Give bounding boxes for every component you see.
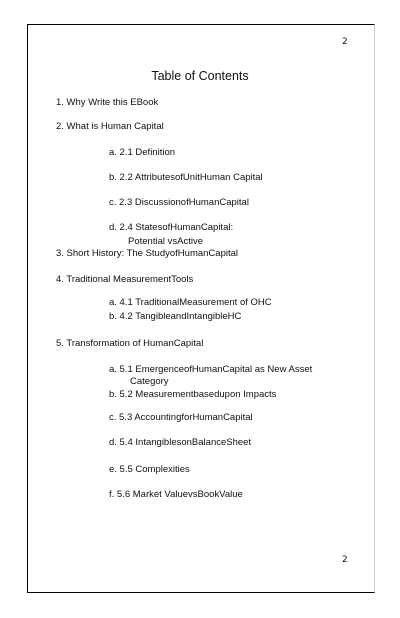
toc-entry-5-5[interactable]: e. 5.5 Complexities xyxy=(109,464,190,475)
toc-entry-2[interactable]: 2. What is Human Capital xyxy=(56,121,164,132)
toc-entry-2-4-continuation[interactable]: Potential vsActive xyxy=(128,236,203,247)
page-number-top: 2 xyxy=(342,37,348,47)
toc-entry-5-2[interactable]: b. 5.2 Measurementbasedupon Impacts xyxy=(109,389,277,400)
toc-entry-5[interactable]: 5. Transformation of HumanCapital xyxy=(56,338,204,349)
toc-entry-2-1[interactable]: a. 2.1 Definition xyxy=(109,147,176,158)
toc-entry-5-6[interactable]: f. 5.6 Market ValuevsBookValue xyxy=(109,489,243,500)
document-page xyxy=(27,24,375,593)
toc-title: Table of Contents xyxy=(151,69,249,83)
toc-entry-5-1[interactable]: a. 5.1 EmergenceofHumanCapital as New Asset xyxy=(109,364,313,375)
toc-entry-4-2[interactable]: b. 4.2 TangibleandIntangibleHC xyxy=(109,311,242,322)
toc-entry-5-3[interactable]: c. 5.3 AccountingforHumanCapital xyxy=(109,412,253,423)
toc-entry-4[interactable]: 4. Traditional MeasurementTools xyxy=(56,274,194,285)
toc-entry-4-1[interactable]: a. 4.1 TraditionalMeasurement of OHC xyxy=(109,297,272,308)
toc-entry-5-4[interactable]: d. 5.4 IntangiblesonBalanceSheet xyxy=(109,437,252,448)
toc-entry-2-4[interactable]: d. 2.4 StatesofHumanCapital: xyxy=(109,222,234,233)
toc-entry-5-1-continuation[interactable]: Category xyxy=(130,376,169,387)
page-number-bottom: 2 xyxy=(342,555,348,565)
toc-entry-3[interactable]: 3. Short History: The StudyofHumanCapital xyxy=(56,248,238,259)
toc-entry-2-2[interactable]: b. 2.2 AttributesofUnitHuman Capital xyxy=(109,172,263,183)
toc-entry-1[interactable]: 1. Why Write this EBook xyxy=(56,97,159,108)
toc-entry-2-3[interactable]: c. 2.3 DiscussionofHumanCapital xyxy=(109,197,249,208)
